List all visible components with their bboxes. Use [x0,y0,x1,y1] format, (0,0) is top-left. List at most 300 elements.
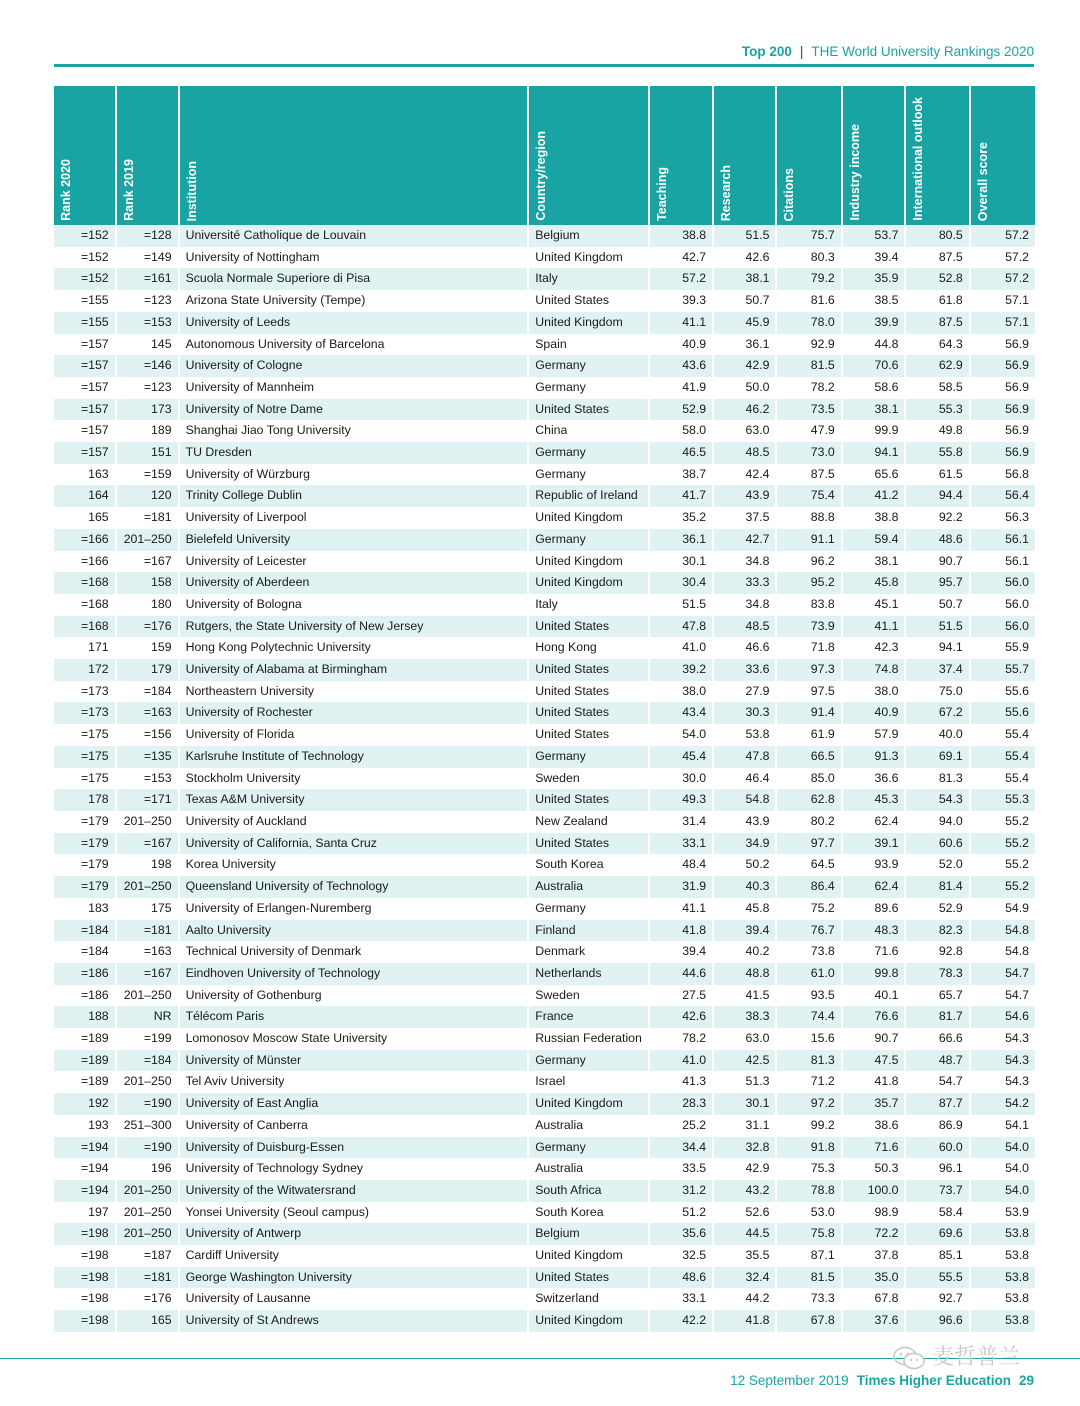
table-row [54,637,1035,659]
cell-teaching: 47.8 [649,616,713,638]
cell-international-outlook: 48.7 [905,1050,969,1072]
section-label: Top 200 [741,44,792,59]
cell-international-outlook: 65.7 [905,985,969,1007]
cell-rank-2020: =157 [54,334,116,356]
table-row [54,1137,1035,1159]
cell-rank-2019: =161 [116,268,179,290]
table-row [54,1180,1035,1202]
cell-teaching: 30.1 [649,551,713,573]
cell-rank-2020: 197 [54,1202,116,1224]
cell-rank-2020: =175 [54,768,116,790]
cell-industry-income: 38.8 [842,507,906,529]
cell-rank-2020: =198 [54,1223,116,1245]
cell-overall-score: 54.6 [970,1006,1035,1028]
cell-citations: 79.2 [776,268,841,290]
cell-country-region: United Kingdom [528,572,649,594]
cell-rank-2019: 159 [116,637,179,659]
cell-citations: 81.3 [776,1050,841,1072]
cell-teaching: 41.0 [649,637,713,659]
cell-institution: Eindhoven University of Technology [179,963,529,985]
table-row [54,898,1035,920]
cell-industry-income: 100.0 [842,1180,906,1202]
cell-overall-score: 55.3 [970,789,1035,811]
cell-industry-income: 35.7 [842,1093,906,1115]
cell-institution: University of East Anglia [179,1093,529,1115]
cell-rank-2019: =184 [116,1050,179,1072]
cell-rank-2019: 175 [116,898,179,920]
cell-industry-income: 39.9 [842,312,906,334]
cell-rank-2020: =184 [54,941,116,963]
cell-rank-2020: =179 [54,833,116,855]
cell-citations: 96.2 [776,551,841,573]
cell-institution: University of Bologna [179,594,529,616]
header-label: Rank 2020 [59,159,73,221]
table-row [54,290,1035,312]
cell-country-region: United Kingdom [528,507,649,529]
cell-rank-2020: =189 [54,1050,116,1072]
cell-teaching: 58.0 [649,420,713,442]
cell-rank-2019: 173 [116,399,179,421]
cell-overall-score: 54.0 [970,1137,1035,1159]
cell-institution: Stockholm University [179,768,529,790]
cell-teaching: 35.6 [649,1223,713,1245]
table-row [54,551,1035,573]
cell-international-outlook: 49.8 [905,420,969,442]
cell-teaching: 51.5 [649,594,713,616]
cell-citations: 78.2 [776,377,841,399]
cell-teaching: 35.2 [649,507,713,529]
cell-international-outlook: 67.2 [905,702,969,724]
cell-institution: Bielefeld University [179,529,529,551]
cell-industry-income: 99.8 [842,963,906,985]
cell-research: 43.9 [713,811,776,833]
table-row [54,1288,1035,1310]
table-row [54,1028,1035,1050]
cell-rank-2019: =184 [116,681,179,703]
cell-research: 48.8 [713,963,776,985]
cell-overall-score: 55.4 [970,746,1035,768]
cell-citations: 71.2 [776,1071,841,1093]
cell-institution: Hong Kong Polytechnic University [179,637,529,659]
table-body [54,225,1035,1332]
page-number: 29 [1018,1373,1034,1388]
cell-citations: 91.4 [776,702,841,724]
cell-country-region: Hong Kong [528,637,649,659]
cell-country-region: United States [528,616,649,638]
cell-institution: University of the Witwatersrand [179,1180,529,1202]
table-row [54,854,1035,876]
cell-industry-income: 71.6 [842,941,906,963]
cell-rank-2020: =198 [54,1310,116,1332]
watermark [892,1340,1020,1371]
cell-teaching: 30.0 [649,768,713,790]
cell-rank-2019: =199 [116,1028,179,1050]
cell-citations: 80.2 [776,811,841,833]
cell-rank-2019: =181 [116,1267,179,1289]
table-row [54,1050,1035,1072]
cell-research: 43.2 [713,1180,776,1202]
publication-title: THE World University Rankings 2020 [811,44,1034,59]
cell-citations: 74.4 [776,1006,841,1028]
cell-country-region: Belgium [528,225,649,247]
cell-rank-2019: =149 [116,247,179,269]
table-row [54,529,1035,551]
header-label: Rank 2019 [121,159,136,221]
cell-research: 33.3 [713,572,776,594]
cell-teaching: 42.2 [649,1310,713,1332]
cell-citations: 95.2 [776,572,841,594]
cell-overall-score: 53.8 [970,1310,1035,1332]
cell-overall-score: 56.9 [970,420,1035,442]
cell-industry-income: 39.1 [842,833,906,855]
table-row [54,1310,1035,1332]
cell-rank-2020: =189 [54,1028,116,1050]
cell-international-outlook: 60.0 [905,1137,969,1159]
cell-citations: 92.9 [776,334,841,356]
cell-citations: 76.7 [776,920,841,942]
cell-teaching: 33.1 [649,833,713,855]
cell-rank-2020: 172 [54,659,116,681]
cell-institution: University of Canberra [179,1115,529,1137]
header-label: Institution [184,160,199,221]
header-label: Research [719,164,734,221]
cell-industry-income: 44.8 [842,334,906,356]
table-row [54,768,1035,790]
table-row [54,1115,1035,1137]
cell-overall-score: 54.3 [970,1050,1035,1072]
cell-international-outlook: 94.0 [905,811,969,833]
header-overall-score [970,86,1035,225]
cell-overall-score: 57.2 [970,268,1035,290]
cell-international-outlook: 60.6 [905,833,969,855]
table-row [54,724,1035,746]
header-industry-income [842,86,906,225]
cell-overall-score: 54.2 [970,1093,1035,1115]
cell-rank-2020: =168 [54,594,116,616]
cell-international-outlook: 55.3 [905,399,969,421]
cell-overall-score: 56.9 [970,442,1035,464]
header-international-outlook [905,86,969,225]
cell-rank-2019: 165 [116,1310,179,1332]
cell-international-outlook: 95.7 [905,572,969,594]
cell-teaching: 51.2 [649,1202,713,1224]
cell-citations: 97.7 [776,833,841,855]
cell-research: 54.8 [713,789,776,811]
cell-research: 42.6 [713,247,776,269]
publication-name: Times Higher Education [856,1373,1011,1388]
cell-institution: University of Leeds [179,312,529,334]
cell-international-outlook: 75.0 [905,681,969,703]
cell-overall-score: 56.1 [970,529,1035,551]
cell-rank-2020: =198 [54,1245,116,1267]
cell-rank-2019: =167 [116,551,179,573]
cell-citations: 97.2 [776,1093,841,1115]
cell-teaching: 44.6 [649,963,713,985]
header-label: Citations [782,167,797,221]
cell-research: 46.4 [713,768,776,790]
rankings-table [54,86,1035,1332]
cell-rank-2019: NR [116,1006,179,1028]
cell-overall-score: 54.1 [970,1115,1035,1137]
cell-country-region: Australia [528,1158,649,1180]
cell-country-region: Germany [528,529,649,551]
cell-teaching: 25.2 [649,1115,713,1137]
cell-citations: 75.7 [776,225,841,247]
cell-international-outlook: 51.5 [905,616,969,638]
cell-teaching: 31.9 [649,876,713,898]
cell-institution: University of Cologne [179,355,529,377]
table-row [54,247,1035,269]
cell-rank-2019: =181 [116,507,179,529]
cell-overall-score: 55.6 [970,681,1035,703]
cell-country-region: United States [528,702,649,724]
cell-rank-2020: =194 [54,1180,116,1202]
cell-teaching: 41.8 [649,920,713,942]
cell-institution: University of California, Santa Cruz [179,833,529,855]
cell-rank-2020: =179 [54,854,116,876]
cell-country-region: Germany [528,1137,649,1159]
cell-country-region: United Kingdom [528,312,649,334]
cell-rank-2020: 171 [54,637,116,659]
cell-teaching: 28.3 [649,1093,713,1115]
cell-country-region: Switzerland [528,1288,649,1310]
cell-country-region: Australia [528,1115,649,1137]
cell-industry-income: 45.3 [842,789,906,811]
cell-rank-2019: 201–250 [116,811,179,833]
cell-rank-2019: =187 [116,1245,179,1267]
cell-research: 41.8 [713,1310,776,1332]
cell-rank-2019: 189 [116,420,179,442]
cell-institution: University of Nottingham [179,247,529,269]
cell-rank-2019: =190 [116,1137,179,1159]
cell-citations: 71.8 [776,637,841,659]
cell-country-region: Spain [528,334,649,356]
table-row [54,420,1035,442]
cell-international-outlook: 86.9 [905,1115,969,1137]
cell-teaching: 41.1 [649,312,713,334]
cell-industry-income: 42.3 [842,637,906,659]
cell-industry-income: 71.6 [842,1137,906,1159]
cell-country-region: United States [528,659,649,681]
cell-research: 32.4 [713,1267,776,1289]
cell-industry-income: 89.6 [842,898,906,920]
cell-citations: 75.3 [776,1158,841,1180]
cell-teaching: 41.7 [649,485,713,507]
cell-international-outlook: 81.3 [905,768,969,790]
cell-rank-2019: 179 [116,659,179,681]
table-row [54,941,1035,963]
cell-rank-2020: 178 [54,789,116,811]
cell-overall-score: 55.9 [970,637,1035,659]
running-header [742,44,1034,59]
cell-institution: University of Antwerp [179,1223,529,1245]
cell-country-region: Sweden [528,768,649,790]
cell-teaching: 32.5 [649,1245,713,1267]
cell-institution: University of Technology Sydney [179,1158,529,1180]
cell-industry-income: 62.4 [842,811,906,833]
cell-overall-score: 54.3 [970,1028,1035,1050]
cell-teaching: 42.7 [649,247,713,269]
cell-institution: University of Aberdeen [179,572,529,594]
cell-international-outlook: 55.5 [905,1267,969,1289]
cell-institution: University of Alabama at Birmingham [179,659,529,681]
cell-citations: 85.0 [776,768,841,790]
cell-industry-income: 48.3 [842,920,906,942]
cell-rank-2019: =128 [116,225,179,247]
cell-rank-2019: =171 [116,789,179,811]
cell-research: 50.2 [713,854,776,876]
cell-rank-2020: =179 [54,876,116,898]
cell-teaching: 31.2 [649,1180,713,1202]
cell-rank-2019: =123 [116,290,179,312]
cell-citations: 64.5 [776,854,841,876]
cell-industry-income: 98.9 [842,1202,906,1224]
cell-industry-income: 99.9 [842,420,906,442]
cell-teaching: 52.9 [649,399,713,421]
cell-teaching: 39.2 [649,659,713,681]
cell-citations: 73.8 [776,941,841,963]
cell-industry-income: 94.1 [842,442,906,464]
cell-institution: University of Mannheim [179,377,529,399]
cell-overall-score: 53.9 [970,1202,1035,1224]
cell-research: 42.4 [713,464,776,486]
cell-citations: 93.5 [776,985,841,1007]
cell-institution: University of Leicester [179,551,529,573]
header-label: Teaching [654,167,669,221]
cell-overall-score: 55.2 [970,876,1035,898]
table-row [54,464,1035,486]
table-row [54,1006,1035,1028]
cell-citations: 81.5 [776,1267,841,1289]
cell-institution: Cardiff University [179,1245,529,1267]
cell-rank-2019: =123 [116,377,179,399]
cell-industry-income: 35.0 [842,1267,906,1289]
table-row [54,572,1035,594]
cell-rank-2019: =167 [116,833,179,855]
cell-institution: Yonsei University (Seoul campus) [179,1202,529,1224]
cell-citations: 73.5 [776,399,841,421]
cell-citations: 53.0 [776,1202,841,1224]
cell-rank-2019: =176 [116,1288,179,1310]
cell-rank-2020: =168 [54,616,116,638]
cell-industry-income: 35.9 [842,268,906,290]
cell-rank-2020: 193 [54,1115,116,1137]
table-row [54,811,1035,833]
cell-citations: 97.3 [776,659,841,681]
cell-international-outlook: 37.4 [905,659,969,681]
cell-industry-income: 50.3 [842,1158,906,1180]
cell-industry-income: 37.8 [842,1245,906,1267]
table-row [54,594,1035,616]
cell-overall-score: 55.4 [970,724,1035,746]
cell-research: 43.9 [713,485,776,507]
table-row [54,355,1035,377]
cell-rank-2020: =155 [54,312,116,334]
cell-research: 27.9 [713,681,776,703]
table-row [54,985,1035,1007]
cell-rank-2020: =157 [54,420,116,442]
cell-country-region: Germany [528,746,649,768]
table-row [54,963,1035,985]
cell-industry-income: 38.6 [842,1115,906,1137]
cell-country-region: Russian Federation [528,1028,649,1050]
issue-date: 12 September 2019 [730,1373,849,1388]
cell-country-region: Denmark [528,941,649,963]
header-country-region [528,86,649,225]
cell-rank-2020: =155 [54,290,116,312]
cell-citations: 87.1 [776,1245,841,1267]
cell-citations: 86.4 [776,876,841,898]
cell-research: 48.5 [713,442,776,464]
cell-country-region: United States [528,681,649,703]
cell-overall-score: 54.0 [970,1180,1035,1202]
cell-institution: University of Würzburg [179,464,529,486]
cell-international-outlook: 61.5 [905,464,969,486]
cell-overall-score: 55.7 [970,659,1035,681]
cell-citations: 83.8 [776,594,841,616]
cell-rank-2020: =198 [54,1267,116,1289]
cell-rank-2019: =163 [116,702,179,724]
cell-country-region: Belgium [528,1223,649,1245]
cell-rank-2019: 201–250 [116,1071,179,1093]
cell-industry-income: 93.9 [842,854,906,876]
cell-rank-2020: =166 [54,551,116,573]
cell-citations: 91.8 [776,1137,841,1159]
cell-country-region: Republic of Ireland [528,485,649,507]
cell-international-outlook: 58.4 [905,1202,969,1224]
table-row [54,1245,1035,1267]
cell-institution: Texas A&M University [179,789,529,811]
cell-rank-2020: 163 [54,464,116,486]
cell-overall-score: 57.1 [970,290,1035,312]
cell-research: 38.3 [713,1006,776,1028]
cell-citations: 66.5 [776,746,841,768]
cell-international-outlook: 87.7 [905,1093,969,1115]
cell-international-outlook: 81.7 [905,1006,969,1028]
cell-overall-score: 55.2 [970,833,1035,855]
cell-research: 46.2 [713,399,776,421]
cell-international-outlook: 96.1 [905,1158,969,1180]
cell-overall-score: 57.2 [970,225,1035,247]
cell-rank-2019: 201–250 [116,1180,179,1202]
cell-country-region: United States [528,290,649,312]
cell-country-region: United Kingdom [528,551,649,573]
table-row [54,833,1035,855]
table-row [54,681,1035,703]
cell-overall-score: 56.9 [970,355,1035,377]
table-row [54,1071,1035,1093]
cell-institution: University of Liverpool [179,507,529,529]
cell-rank-2020: =166 [54,529,116,551]
cell-industry-income: 38.1 [842,399,906,421]
cell-research: 47.8 [713,746,776,768]
cell-institution: Technical University of Denmark [179,941,529,963]
cell-rank-2019: =181 [116,920,179,942]
cell-teaching: 36.1 [649,529,713,551]
cell-rank-2020: 165 [54,507,116,529]
cell-rank-2020: =157 [54,355,116,377]
header-rank-2019 [116,86,179,225]
cell-institution: University of Auckland [179,811,529,833]
cell-industry-income: 38.5 [842,290,906,312]
table-row [54,442,1035,464]
cell-institution: Autonomous University of Barcelona [179,334,529,356]
cell-country-region: Finland [528,920,649,942]
cell-industry-income: 53.7 [842,225,906,247]
table-row [54,789,1035,811]
cell-international-outlook: 55.8 [905,442,969,464]
cell-institution: Arizona State University (Tempe) [179,290,529,312]
